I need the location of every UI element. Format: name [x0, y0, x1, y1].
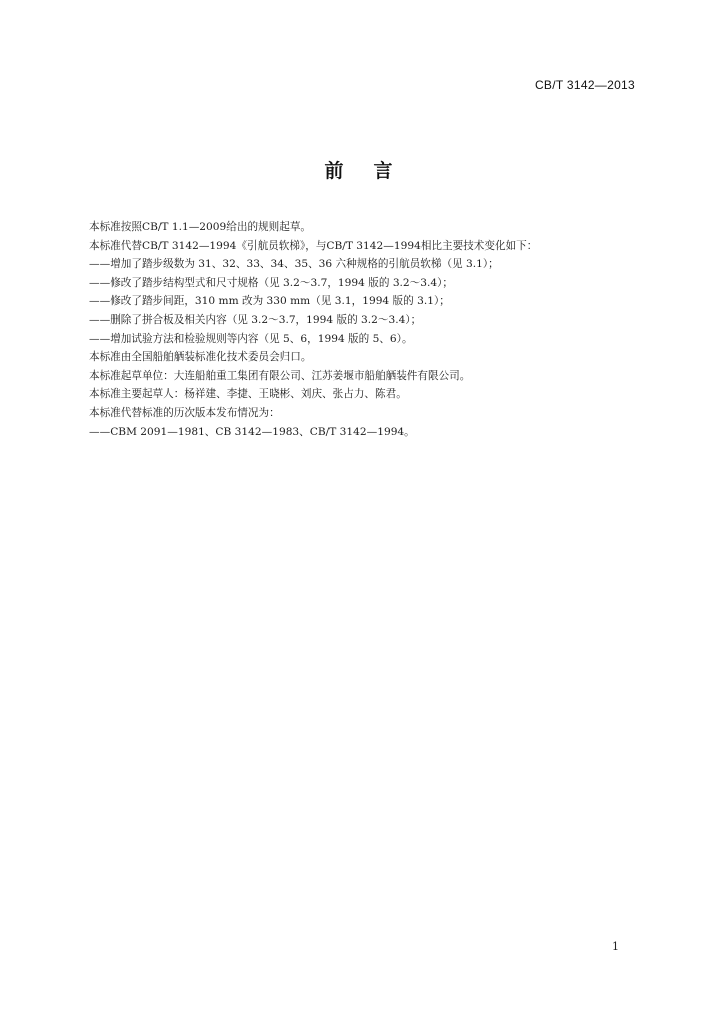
- paragraph-line: 本标准代替标准的历次版本发布情况为：: [89, 406, 280, 419]
- list-item: ——修改了踏步间距，310 mm 改为 330 mm（见 3.1，1994 版的 3.1）；: [89, 295, 450, 308]
- paragraph-line: 本标准代替CB/T 3142—1994《引航员软梯》，与CB/T 3142—1994相比主要技术变化如下：: [89, 239, 538, 252]
- list-item: ——修改了踏步结构型式和尺寸规格（见 3.2～3.7，1994 版的 3.2～3.4）；: [89, 276, 453, 289]
- paragraph-line: 本标准主要起草人：杨祥建、李捷、王晓彬、刘庆、张占力、陈君。: [89, 388, 407, 401]
- page-title: 前言: [324, 160, 423, 182]
- paragraph-line: 本标准按照CB/T 1.1—2009给出的规则起草。: [89, 221, 312, 233]
- page-number: 1: [612, 940, 619, 953]
- list-item: ——增加了踏步级数为 31、32、33、34、35、36 六种规格的引航员软梯（见 3.1）；: [89, 258, 499, 271]
- paragraph-line: 本标准起草单位：大连船舶重工集团有限公司、江苏姜堰市船舶舾装件有限公司。: [89, 369, 471, 382]
- list-item: ——删除了拼合板及相关内容（见 3.2～3.7，1994 版的 3.2～3.4）；: [89, 313, 422, 326]
- paragraph-line: 本标准由全国船舶舾装标准化技术委员会归口。: [89, 351, 312, 364]
- list-item: ——增加试验方法和检验规则等内容（见 5、6，1994 版的 5、6）。: [89, 332, 413, 345]
- foreword-body: [89, 218, 634, 441]
- list-item: ——CBM 2091—1981、CB 3142—1983、CB/T 3142—1994。: [89, 425, 415, 438]
- document-code: CB/T 3142—2013: [534, 78, 635, 92]
